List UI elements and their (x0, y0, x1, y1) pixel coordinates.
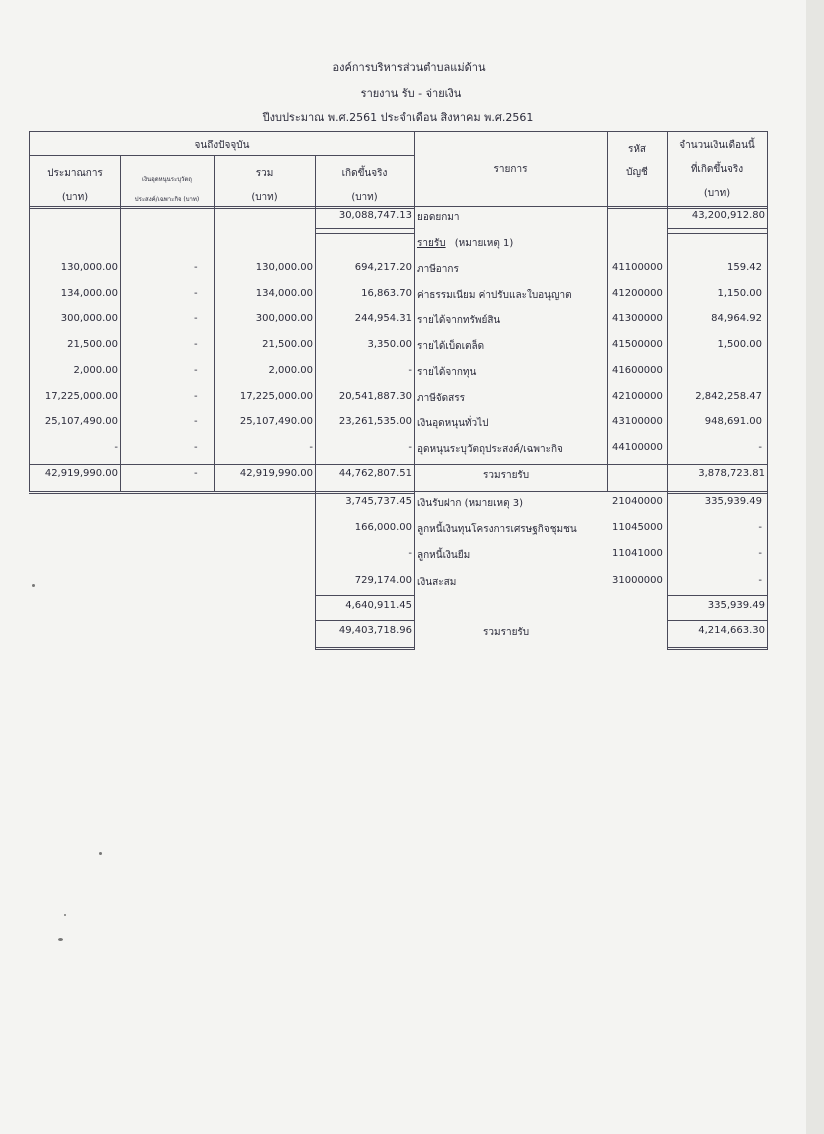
grid-line (315, 649, 414, 650)
income-row-subsidy: - (194, 313, 198, 324)
income-row-month: - (758, 442, 762, 453)
scan-speck (32, 584, 35, 587)
col-month-header (667, 134, 767, 206)
other-row-month: - (758, 575, 762, 586)
col-budget-label: ประมาณการ (47, 168, 103, 179)
other-row-code: 11045000 (612, 522, 663, 533)
income-row-total: 17,225,000.00 (239, 391, 313, 402)
col-total-unit: (บาท) (251, 192, 278, 203)
grid-line (214, 155, 215, 492)
grid-line (667, 620, 768, 621)
income-row-actual: - (408, 365, 412, 376)
other-row-month: 335,939.49 (704, 496, 762, 507)
grid-line (29, 491, 768, 492)
col-month-label-1: จำนวนเงินเดือนนี้ (679, 140, 755, 151)
grid-line (315, 595, 414, 596)
income-row-item: รายได้จากทรัพย์สิน (417, 315, 501, 326)
income-heading (417, 236, 513, 251)
grid-line (414, 131, 415, 650)
col-total-header (214, 162, 315, 210)
income-row-code: 43100000 (612, 416, 663, 427)
grid-line (667, 131, 668, 650)
income-row-subsidy: - (194, 339, 198, 350)
col-actual-unit: (บาท) (351, 192, 378, 203)
income-row-subsidy: - (194, 391, 198, 402)
income-heading-note: (หมายเหตุ 1) (454, 238, 514, 249)
grid-line (29, 131, 30, 492)
col-subsidy-label-1: เงินอุดหนุนระบุวัตถุ (142, 176, 192, 183)
income-row-subsidy: - (194, 288, 198, 299)
report-title: รายงาน รับ - จ่ายเงิน (360, 87, 462, 100)
grid-line (667, 595, 768, 596)
col-code-header (607, 138, 667, 184)
period-title: ปีงบประมาณ พ.ศ.2561 ประจำเดือน สิงหาคม พ.ศ.2561 (262, 111, 534, 124)
income-row-item: ภาษีจัดสรร (417, 393, 465, 404)
scan-speck (64, 914, 66, 916)
other-row-actual: 166,000.00 (354, 522, 412, 533)
grid-line (315, 620, 414, 621)
grid-line (120, 155, 121, 492)
page-edge-shadow (806, 0, 824, 1134)
income-total-budget: 42,919,990.00 (44, 468, 118, 479)
col-total-label: รวม (255, 168, 274, 179)
other-row-item: เงินรับฝาก (หมายเหตุ 3) (417, 498, 524, 509)
income-row-total: 2,000.00 (268, 365, 313, 376)
income-total-label: รวมรายรับ (483, 470, 530, 481)
income-row-total: 130,000.00 (255, 262, 313, 273)
other-row-item: เงินสะสม (417, 577, 457, 588)
income-row-subsidy: - (194, 442, 198, 453)
grid-line (29, 206, 768, 207)
income-row-budget: 21,500.00 (67, 339, 118, 350)
grid-line (29, 493, 414, 494)
opening-actual: 30,088,747.13 (338, 210, 412, 221)
income-row-month: 84,964.92 (711, 313, 762, 324)
opening-label: ยอดยกมา (417, 212, 460, 223)
other-row-code: 31000000 (612, 575, 663, 586)
other-row-month: - (758, 548, 762, 559)
income-row-code: 41300000 (612, 313, 663, 324)
subtotal-actual: 4,640,911.45 (345, 600, 412, 611)
income-row-budget: - (114, 442, 118, 453)
col-subsidy-label-2: ประสงค์/เฉพาะกิจ (บาท) (134, 196, 200, 203)
grid-line (29, 464, 768, 465)
grand-total-month: 4,214,663.30 (698, 625, 765, 636)
income-row-actual: 694,217.20 (354, 262, 412, 273)
income-row-actual: 20,541,887.30 (338, 391, 412, 402)
income-row-actual: - (408, 442, 412, 453)
income-row-code: 44100000 (612, 442, 663, 453)
income-row-code: 41100000 (612, 262, 663, 273)
income-row-total: 300,000.00 (255, 313, 313, 324)
income-row-actual: 3,350.00 (367, 339, 412, 350)
grid-line (315, 647, 414, 648)
col-subsidy-header (120, 170, 214, 210)
grid-line (667, 493, 768, 494)
col-actual-label: เกิดขึ้นจริง (341, 168, 388, 179)
other-row-month: - (758, 522, 762, 533)
col-item-header: รายการ (493, 164, 528, 175)
col-budget-header (30, 162, 120, 210)
col-actual-header (315, 162, 414, 210)
income-row-budget: 300,000.00 (60, 313, 118, 324)
income-row-code: 41600000 (612, 365, 663, 376)
scan-speck (58, 938, 63, 941)
grand-total-actual: 49,403,718.96 (338, 625, 412, 636)
income-row-item: อุดหนุนระบุวัตถุประสงค์/เฉพาะกิจ (417, 444, 563, 455)
income-row-budget: 17,225,000.00 (44, 391, 118, 402)
col-month-unit: (บาท) (703, 188, 731, 199)
col-code-label-2: บัญชี (626, 167, 648, 178)
income-row-subsidy: - (194, 416, 198, 427)
grid-line (29, 131, 768, 132)
opening-month: 43,200,912.80 (691, 210, 765, 221)
grid-line (667, 228, 768, 229)
income-total-month: 3,878,723.81 (698, 468, 765, 479)
other-row-item: ลูกหนี้เงินทุนโครงการเศรษฐกิจชุมชน (417, 524, 577, 535)
scan-speck (99, 852, 102, 855)
grid-line (667, 647, 768, 648)
grid-line (607, 131, 608, 492)
income-row-budget: 130,000.00 (60, 262, 118, 273)
grid-line (667, 233, 768, 234)
other-row-actual: 3,745,737.45 (345, 496, 412, 507)
col-budget-unit: (บาท) (61, 192, 89, 203)
grid-line (667, 649, 768, 650)
grid-line (315, 233, 414, 234)
income-row-month: 2,842,258.47 (695, 391, 762, 402)
income-total-subsidy: - (194, 468, 198, 479)
income-total-total: 42,919,990.00 (239, 468, 313, 479)
income-row-item: รายได้เบ็ดเตล็ด (417, 341, 485, 352)
col-code-label-1: รหัส (627, 144, 647, 155)
col-month-label-2: ที่เกิดขึ้นจริง (690, 164, 744, 175)
income-row-subsidy: - (194, 262, 198, 273)
income-row-actual: 16,863.70 (361, 288, 412, 299)
income-row-total: - (309, 442, 313, 453)
grid-line (29, 208, 414, 209)
income-row-total: 21,500.00 (262, 339, 313, 350)
income-total-actual: 44,762,807.51 (338, 468, 412, 479)
income-heading-link: รายรับ (417, 238, 446, 249)
other-row-actual: 729,174.00 (354, 575, 412, 586)
col-group-header: จนถึงปัจจุบัน (194, 140, 250, 151)
income-row-total: 134,000.00 (255, 288, 313, 299)
income-row-item: รายได้จากทุน (417, 367, 477, 378)
income-row-month: 1,500.00 (717, 339, 762, 350)
income-row-item: ภาษีอากร (417, 264, 459, 275)
grid-line (315, 228, 414, 229)
income-row-code: 41200000 (612, 288, 663, 299)
grid-line (767, 131, 768, 650)
income-row-item: เงินอุดหนุนทั่วไป (417, 418, 489, 429)
income-row-actual: 244,954.31 (354, 313, 412, 324)
income-row-total: 25,107,490.00 (239, 416, 313, 427)
income-row-budget: 2,000.00 (73, 365, 118, 376)
other-row-code: 11041000 (612, 548, 663, 559)
grand-total-label: รวมรายรับ (483, 627, 530, 638)
income-row-budget: 25,107,490.00 (44, 416, 118, 427)
income-row-subsidy: - (194, 365, 198, 376)
income-row-budget: 134,000.00 (60, 288, 118, 299)
subtotal-month: 335,939.49 (707, 600, 765, 611)
income-row-month: 948,691.00 (704, 416, 762, 427)
income-row-code: 41500000 (612, 339, 663, 350)
other-row-actual: - (408, 548, 412, 559)
income-row-actual: 23,261,535.00 (338, 416, 412, 427)
income-row-month: 1,150.00 (717, 288, 762, 299)
org-title: องค์การบริหารส่วนตำบลแม่ด้าน (332, 61, 486, 74)
other-row-item: ลูกหนี้เงินยืม (417, 550, 471, 561)
income-row-month: 159.42 (727, 262, 762, 273)
grid-line (315, 155, 316, 650)
income-row-item: ค่าธรรมเนียม ค่าปรับและใบอนุญาต (417, 290, 572, 301)
grid-line (29, 155, 414, 156)
grid-line (607, 208, 768, 209)
other-row-code: 21040000 (612, 496, 663, 507)
income-row-code: 42100000 (612, 391, 663, 402)
